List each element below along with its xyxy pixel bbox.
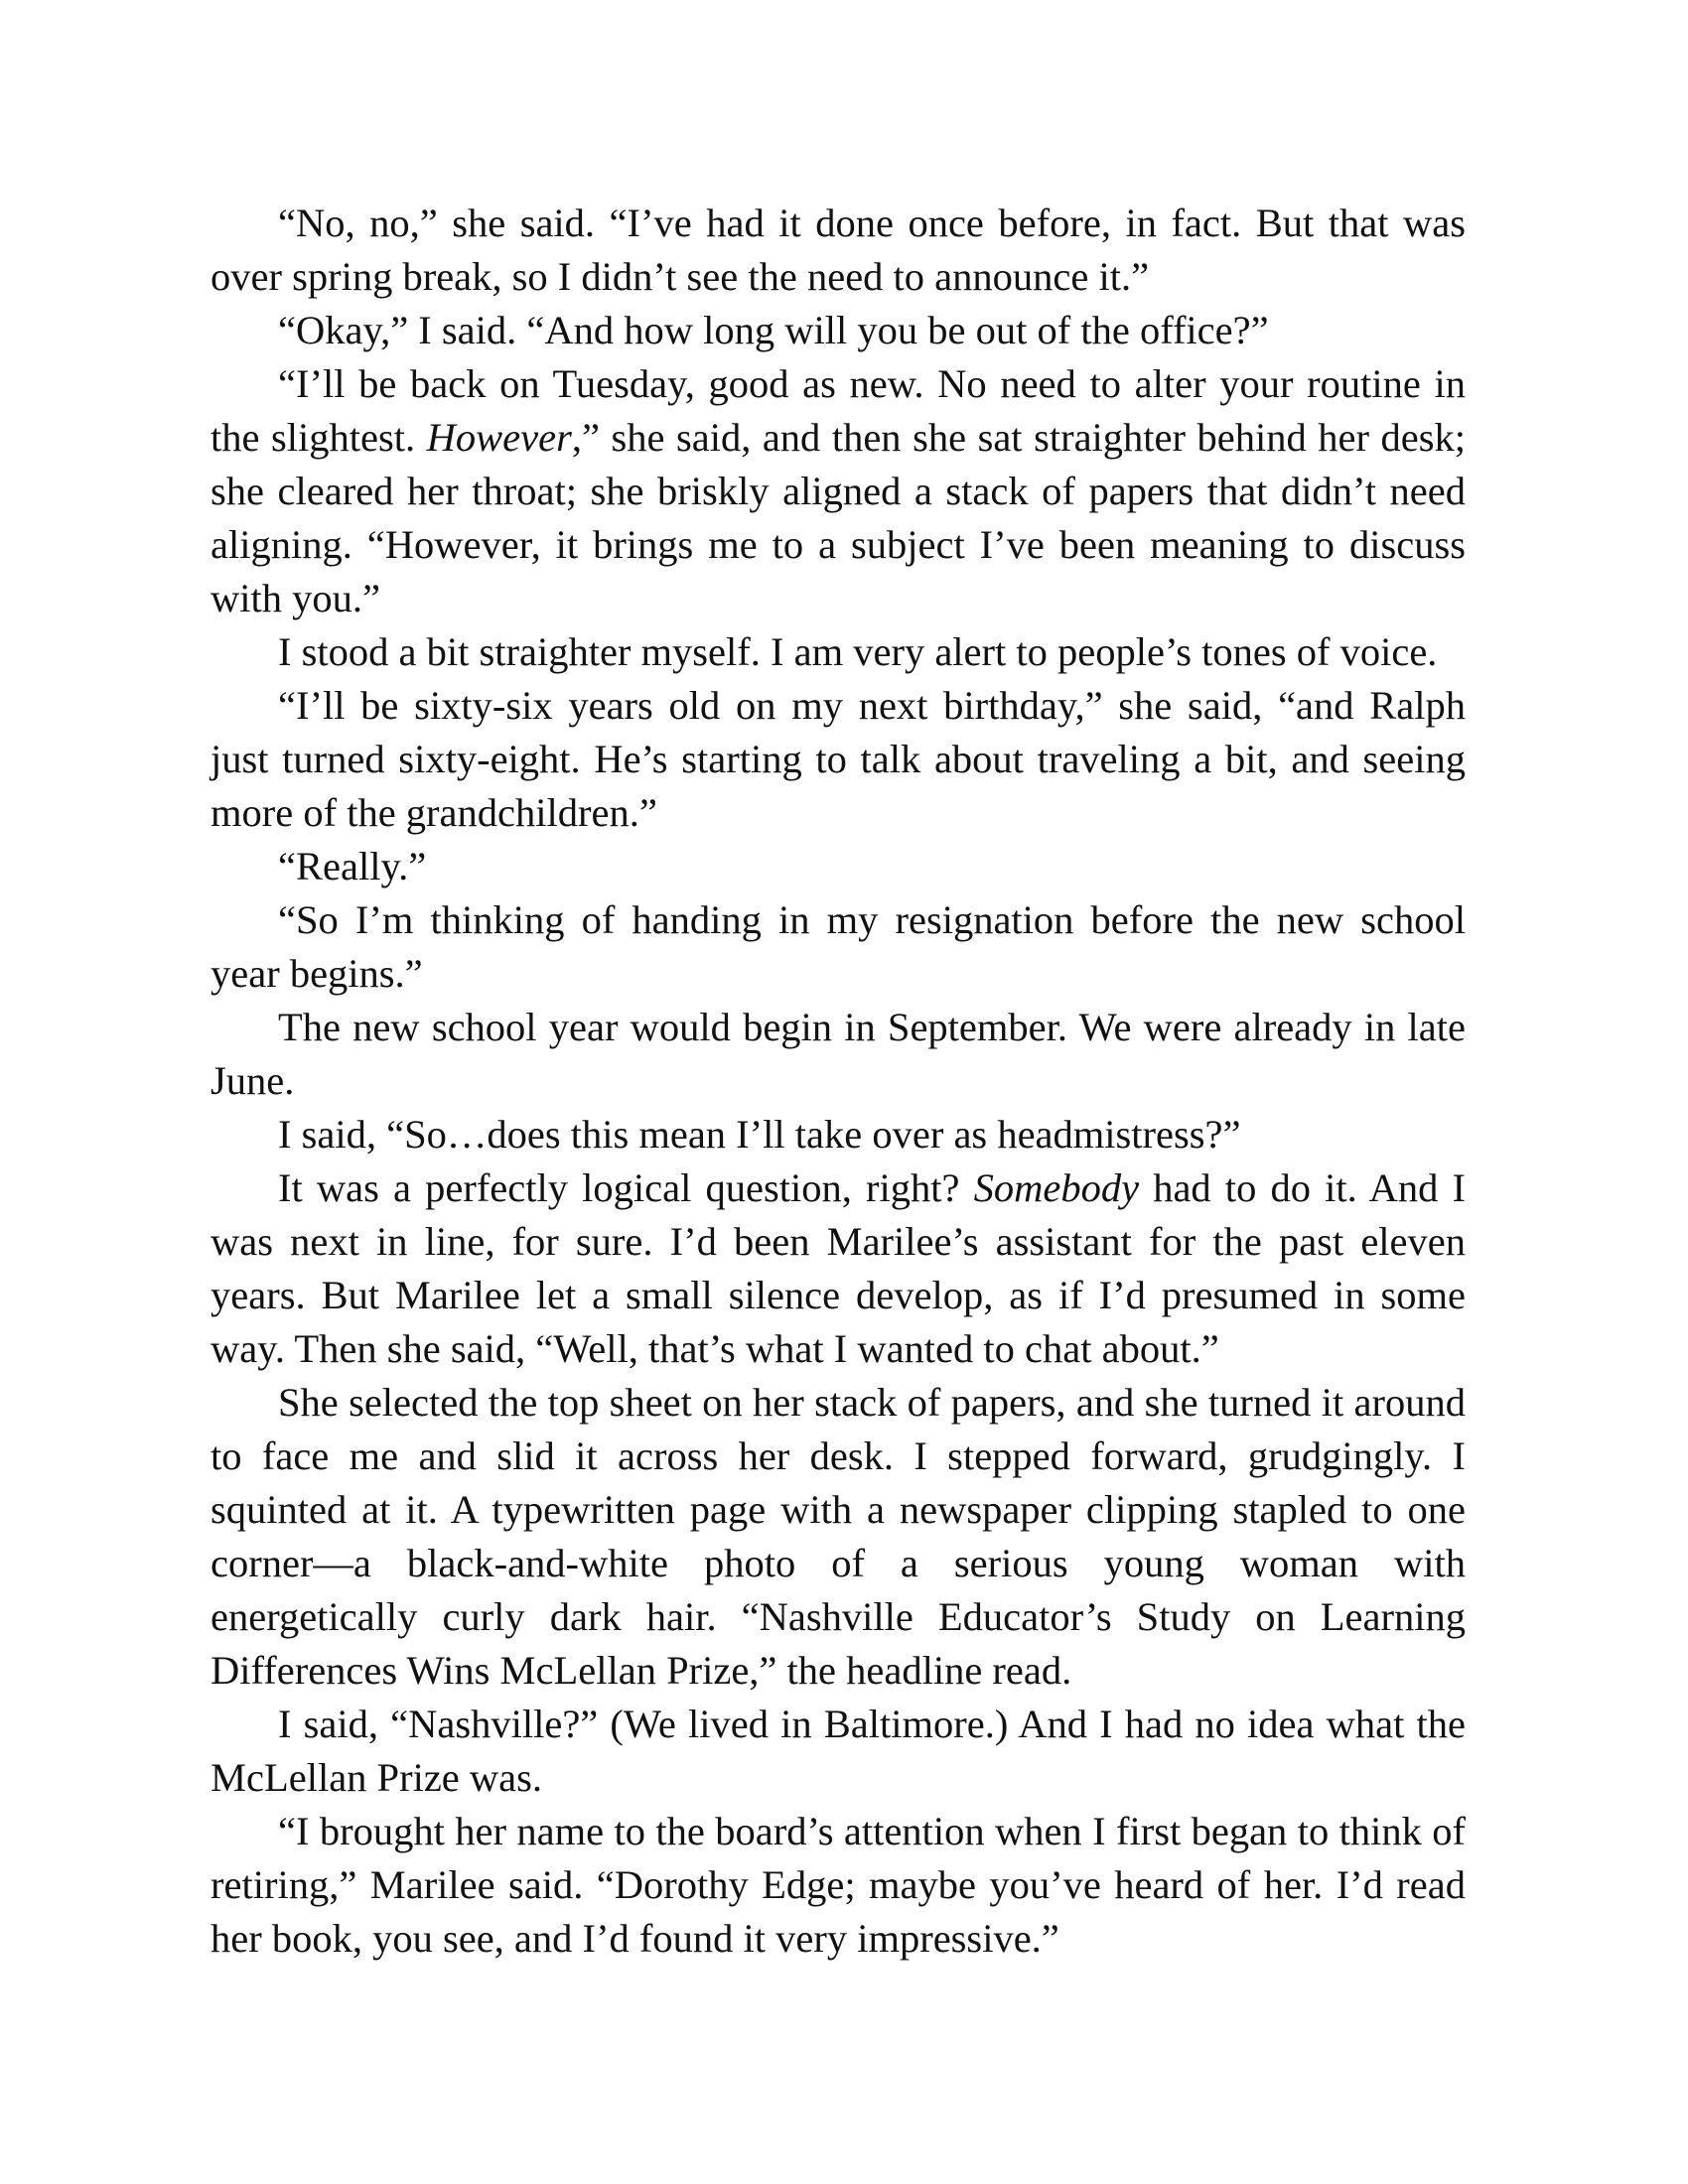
text-segment: “I’ll be back on Tuesday, good as new. No need to alter your routine in the slightest. [211, 361, 1466, 460]
text-segment: “Really.” [278, 844, 427, 888]
paragraph [211, 1805, 1466, 1966]
paragraph [211, 357, 1466, 625]
text-segment: “Okay,” I said. “And how long will you be out of the office?” [278, 308, 1269, 352]
paragraph [211, 1376, 1466, 1698]
paragraph [211, 679, 1466, 840]
text-segment: had to do it. And I was next in line, for sure. I’d been Marilee’s assistant for the past eleven years. But Marilee let a small silence develop, as if I’d presumed in some way. Then she said, “Well, that’s what I wanted to chat about.” [211, 1165, 1466, 1371]
paragraph [211, 893, 1466, 1001]
italic-text: Somebody [973, 1165, 1140, 1210]
paragraph [211, 1161, 1466, 1376]
paragraph [211, 625, 1466, 679]
paragraph [211, 1001, 1466, 1108]
paragraph [211, 197, 1466, 304]
text-segment: “I brought her name to the board’s attention when I first began to think of retiring,” Marilee said. “Dorothy Edge; maybe you’ve heard of her. I’d read her book, you see, and I’d found it very impressive.” [211, 1809, 1466, 1961]
text-segment: “So I’m thinking of handing in my resignation before the new school year begins.” [211, 897, 1466, 996]
text-segment: She selected the top sheet on her stack of papers, and she turned it around to face me and slid it across her desk. I stepped forward, grudgingly. I squinted at it. A typewritten page with a newspaper clipping stapled to one corner—a black-and-white photo of a serious young woman with energetically curly dark hair. “Nashville Educator’s Study on Learning Differences Wins McLellan Prize,” the headline read. [211, 1380, 1466, 1693]
paragraph [211, 1698, 1466, 1805]
text-segment: ,” she said, and then she sat straighter behind her desk; she cleared her throat; she briskly aligned a stack of papers that didn’t need aligning. “However, it brings me to a subject I’ve been meaning to discuss with you.” [211, 415, 1466, 620]
text-segment: I stood a bit straighter myself. I am very alert to people’s tones of voice. [278, 629, 1438, 674]
text-segment: It was a perfectly logical question, right? [278, 1165, 974, 1210]
paragraph [211, 304, 1466, 357]
italic-text: However [426, 415, 572, 460]
text-segment: “I’ll be sixty-six years old on my next birthday,” she said, “and Ralph just turned sixty-eight. He’s starting to talk about traveling a bit, and seeing more of the grandchildren.” [211, 683, 1466, 835]
paragraph [211, 1108, 1466, 1161]
text-segment: The new school year would begin in September. We were already in late June. [211, 1005, 1466, 1103]
text-segment: I said, “So…does this mean I’ll take over as headmistress?” [278, 1112, 1241, 1157]
paragraph [211, 840, 1466, 893]
text-segment: I said, “Nashville?” (We lived in Baltimore.) And I had no idea what the McLellan Prize was. [211, 1702, 1466, 1800]
text-segment: “No, no,” she said. “I’ve had it done once before, in fact. But that was over spring break, so I didn’t see the need to announce it.” [211, 201, 1466, 299]
book-page [211, 197, 1466, 1966]
